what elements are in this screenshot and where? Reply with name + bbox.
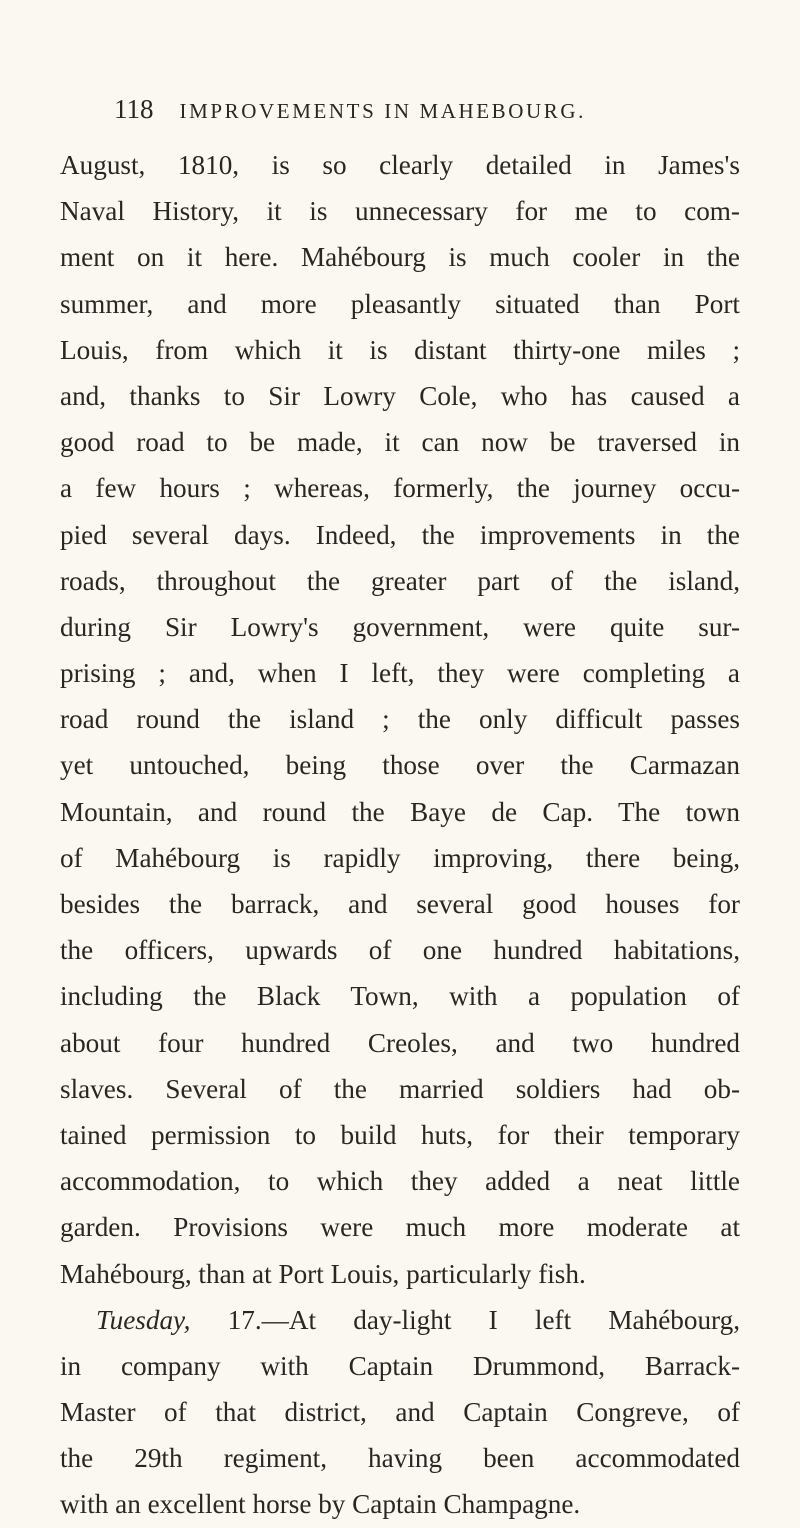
text-line: besides the barrack, and several good houses for (60, 889, 740, 919)
text-line: during Sir Lowry's government, were quite sur- (60, 611, 740, 642)
body-text (60, 142, 740, 1528)
text-line: about four hundred Creoles, and two hundred (60, 1027, 740, 1058)
text-line: Master of that district, and Captain Congreve, of (60, 1397, 740, 1428)
text-line: tained permission to build huts, for their temporary (60, 1119, 740, 1150)
text-line: Mahébourg, than at Port Louis, particularly fish. (60, 1258, 586, 1289)
text-line: prising ; and, when I left, they were completing a (60, 658, 740, 689)
text-line: pied several days. Indeed, the improvements in the (60, 519, 740, 550)
running-title: IMPROVEMENTS IN MAHEBOURG. (179, 99, 587, 123)
text-line: in company with Captain Drummond, Barrack- (60, 1350, 740, 1381)
text-line: accommodation, to which they added a neat little (60, 1166, 740, 1197)
text-line: Naval History, it is unnecessary for me to com- (60, 196, 740, 227)
text-line: including the Black Town, with a population of (60, 981, 740, 1012)
text-line: road round the island ; the only difficult passes (60, 704, 740, 735)
text-line: Louis, from which it is distant thirty-one miles ; (60, 334, 740, 365)
text-line: slaves. Several of the married soldiers had ob- (60, 1073, 740, 1104)
day-label: Tuesday, (96, 1304, 191, 1335)
text-line: ment on it here. Mahébourg is much cooler in the (60, 242, 740, 273)
page-number: 118 (114, 94, 154, 124)
paragraph-start-line (60, 1297, 740, 1343)
text-line: with an excellent horse by Captain Champagne. (60, 1489, 581, 1520)
day-line-text: 17.—At day-light I left Mahébourg, (190, 1304, 740, 1335)
running-head (114, 94, 734, 122)
text-line: yet untouched, being those over the Carmazan (60, 750, 740, 781)
text-line: of Mahébourg is rapidly improving, there being, (60, 842, 740, 873)
text-line: August, 1810, is so clearly detailed in James's (60, 150, 740, 180)
text-line: and, thanks to Sir Lowry Cole, who has caused a (60, 380, 740, 411)
text-line: summer, and more pleasantly situated than Port (60, 288, 740, 319)
text-line: the officers, upwards of one hundred habitations, (60, 935, 740, 966)
text-line: garden. Provisions were much more moderate at (60, 1212, 740, 1243)
text-line: good road to be made, it can now be traversed in (60, 427, 740, 458)
text-line: a few hours ; whereas, formerly, the journey occu- (60, 473, 740, 504)
text-line: the 29th regiment, having been accommodated (60, 1443, 740, 1474)
text-line: Mountain, and round the Baye de Cap. The town (60, 796, 740, 827)
text-line: roads, throughout the greater part of the island, (60, 565, 740, 596)
